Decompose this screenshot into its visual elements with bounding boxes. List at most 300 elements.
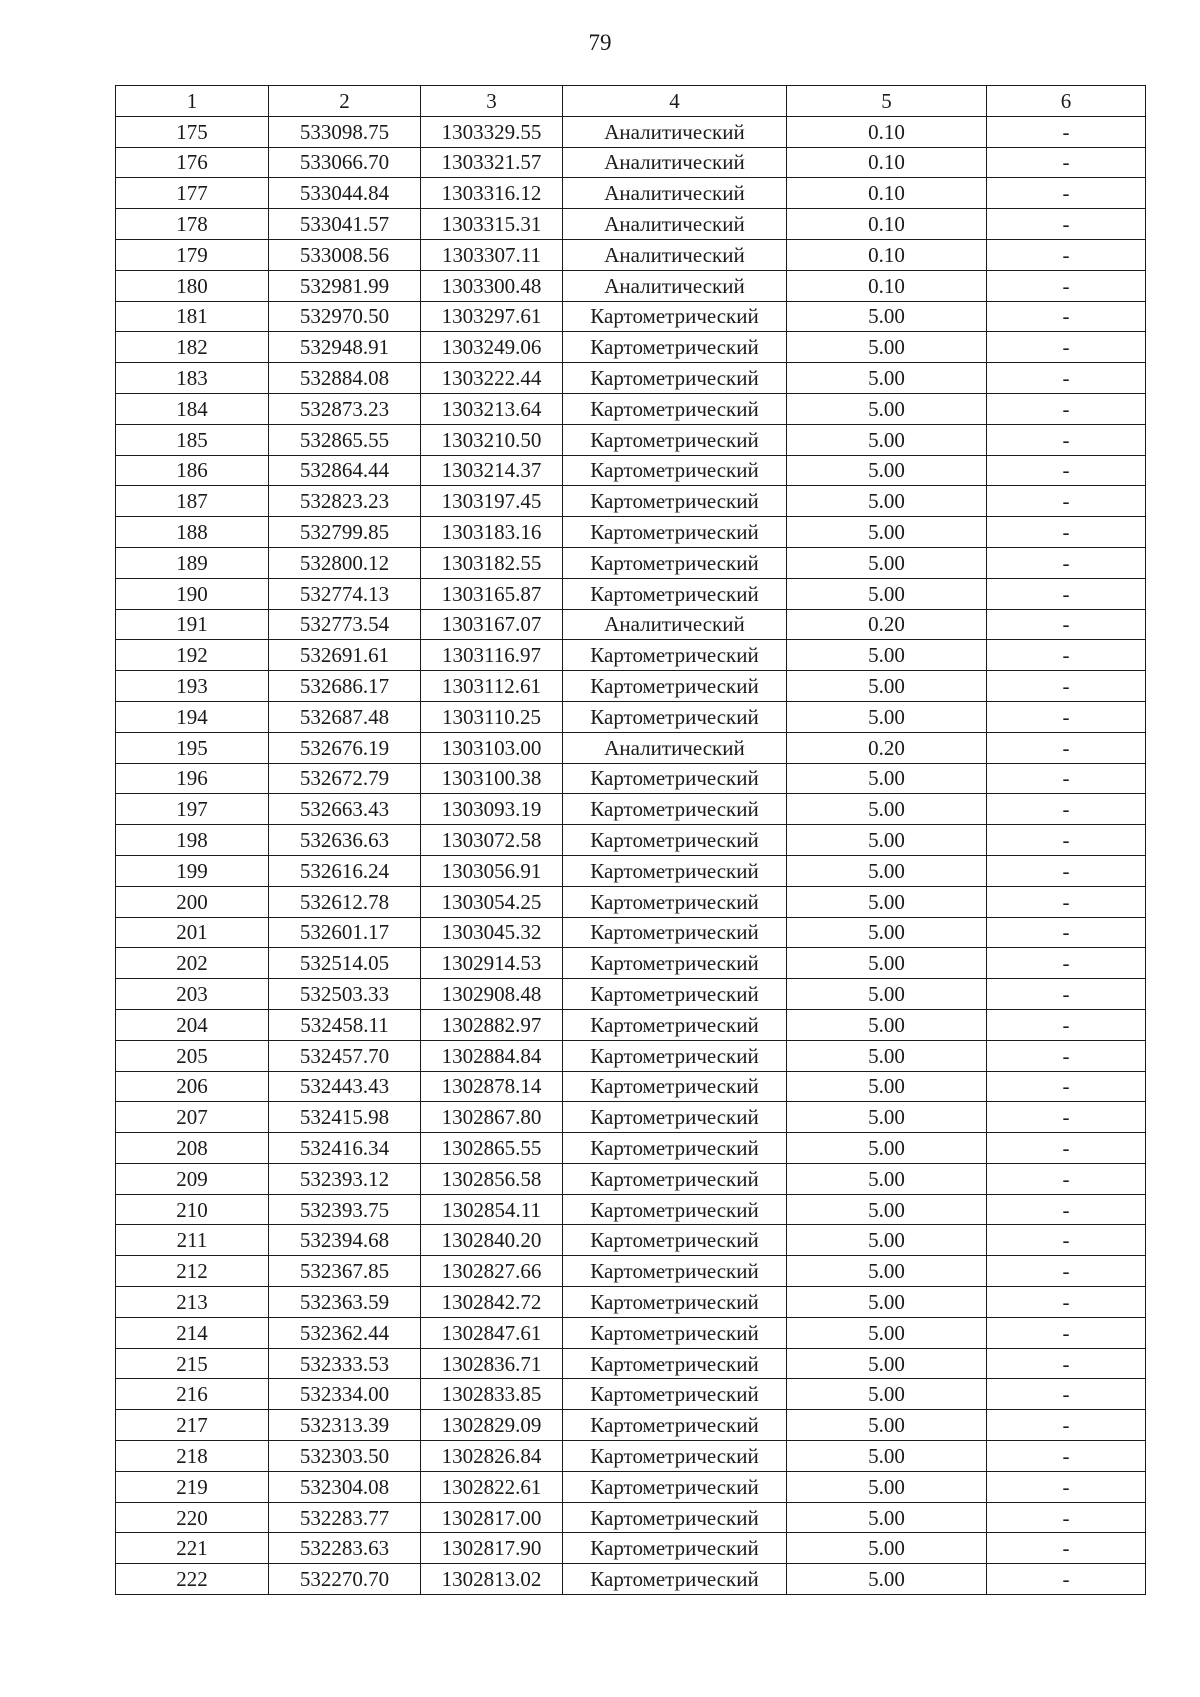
- point-number-cell: 194: [116, 701, 269, 732]
- accuracy-cell: 5.00: [787, 1040, 987, 1071]
- table-row: [116, 732, 1146, 763]
- method-cell: Картометрический: [563, 640, 787, 671]
- table-row: [116, 1348, 1146, 1379]
- note-cell: -: [987, 671, 1146, 702]
- note-cell: -: [987, 332, 1146, 363]
- note-cell: -: [987, 1533, 1146, 1564]
- x-coordinate-cell: 532334.00: [269, 1379, 421, 1410]
- method-cell: Аналитический: [563, 239, 787, 270]
- x-coordinate-cell: 532800.12: [269, 547, 421, 578]
- note-cell: -: [987, 917, 1146, 948]
- point-number-cell: 188: [116, 517, 269, 548]
- x-coordinate-cell: 532313.39: [269, 1410, 421, 1441]
- x-coordinate-cell: 532687.48: [269, 701, 421, 732]
- method-cell: Картометрический: [563, 1564, 787, 1595]
- x-coordinate-cell: 532663.43: [269, 794, 421, 825]
- point-number-cell: 181: [116, 301, 269, 332]
- method-cell: Картометрический: [563, 547, 787, 578]
- note-cell: -: [987, 424, 1146, 455]
- x-coordinate-cell: 532636.63: [269, 825, 421, 856]
- x-coordinate-cell: 532774.13: [269, 578, 421, 609]
- point-number-cell: 179: [116, 239, 269, 270]
- accuracy-cell: 5.00: [787, 886, 987, 917]
- method-cell: Аналитический: [563, 609, 787, 640]
- point-number-cell: 183: [116, 363, 269, 394]
- method-cell: Картометрический: [563, 1225, 787, 1256]
- table-row: [116, 948, 1146, 979]
- note-cell: -: [987, 825, 1146, 856]
- x-coordinate-cell: 533044.84: [269, 178, 421, 209]
- method-cell: Картометрический: [563, 855, 787, 886]
- method-cell: Картометрический: [563, 393, 787, 424]
- point-number-cell: 198: [116, 825, 269, 856]
- note-cell: -: [987, 1317, 1146, 1348]
- column-header-1: 1: [116, 86, 269, 117]
- table-row: [116, 455, 1146, 486]
- column-header-5: 5: [787, 86, 987, 117]
- table-row: [116, 1317, 1146, 1348]
- point-number-cell: 206: [116, 1071, 269, 1102]
- accuracy-cell: 5.00: [787, 671, 987, 702]
- y-coordinate-cell: 1302878.14: [421, 1071, 563, 1102]
- table-row: [116, 178, 1146, 209]
- note-cell: -: [987, 578, 1146, 609]
- x-coordinate-cell: 532873.23: [269, 393, 421, 424]
- point-number-cell: 205: [116, 1040, 269, 1071]
- table-row: [116, 116, 1146, 147]
- note-cell: -: [987, 1287, 1146, 1318]
- x-coordinate-cell: 532799.85: [269, 517, 421, 548]
- x-coordinate-cell: 532393.75: [269, 1194, 421, 1225]
- point-number-cell: 222: [116, 1564, 269, 1595]
- note-cell: -: [987, 640, 1146, 671]
- y-coordinate-cell: 1303054.25: [421, 886, 563, 917]
- y-coordinate-cell: 1303100.38: [421, 763, 563, 794]
- method-cell: Картометрический: [563, 1379, 787, 1410]
- y-coordinate-cell: 1303165.87: [421, 578, 563, 609]
- accuracy-cell: 5.00: [787, 363, 987, 394]
- point-number-cell: 178: [116, 209, 269, 240]
- note-cell: -: [987, 301, 1146, 332]
- table-row: [116, 1533, 1146, 1564]
- table-row: [116, 701, 1146, 732]
- table-row: [116, 886, 1146, 917]
- accuracy-cell: 5.00: [787, 1533, 987, 1564]
- point-number-cell: 200: [116, 886, 269, 917]
- x-coordinate-cell: 532948.91: [269, 332, 421, 363]
- y-coordinate-cell: 1302882.97: [421, 1009, 563, 1040]
- y-coordinate-cell: 1303110.25: [421, 701, 563, 732]
- method-cell: Картометрический: [563, 578, 787, 609]
- accuracy-cell: 5.00: [787, 640, 987, 671]
- note-cell: -: [987, 886, 1146, 917]
- method-cell: Картометрический: [563, 1471, 787, 1502]
- note-cell: -: [987, 1040, 1146, 1071]
- x-coordinate-cell: 532601.17: [269, 917, 421, 948]
- x-coordinate-cell: 532970.50: [269, 301, 421, 332]
- note-cell: -: [987, 486, 1146, 517]
- x-coordinate-cell: 532393.12: [269, 1163, 421, 1194]
- note-cell: -: [987, 948, 1146, 979]
- table-row: [116, 1379, 1146, 1410]
- x-coordinate-cell: 532686.17: [269, 671, 421, 702]
- point-number-cell: 186: [116, 455, 269, 486]
- note-cell: -: [987, 794, 1146, 825]
- point-number-cell: 219: [116, 1471, 269, 1502]
- method-cell: Картометрический: [563, 763, 787, 794]
- method-cell: Картометрический: [563, 486, 787, 517]
- x-coordinate-cell: 532303.50: [269, 1441, 421, 1472]
- y-coordinate-cell: 1302884.84: [421, 1040, 563, 1071]
- accuracy-cell: 0.10: [787, 147, 987, 178]
- column-header-2: 2: [269, 86, 421, 117]
- accuracy-cell: 5.00: [787, 855, 987, 886]
- point-number-cell: 208: [116, 1133, 269, 1164]
- method-cell: Картометрический: [563, 917, 787, 948]
- x-coordinate-cell: 533008.56: [269, 239, 421, 270]
- method-cell: Картометрический: [563, 1502, 787, 1533]
- x-coordinate-cell: 532773.54: [269, 609, 421, 640]
- y-coordinate-cell: 1302847.61: [421, 1317, 563, 1348]
- note-cell: -: [987, 1471, 1146, 1502]
- x-coordinate-cell: 532283.77: [269, 1502, 421, 1533]
- accuracy-cell: 0.20: [787, 609, 987, 640]
- point-number-cell: 182: [116, 332, 269, 363]
- point-number-cell: 204: [116, 1009, 269, 1040]
- x-coordinate-cell: 532884.08: [269, 363, 421, 394]
- y-coordinate-cell: 1303210.50: [421, 424, 563, 455]
- point-number-cell: 210: [116, 1194, 269, 1225]
- x-coordinate-cell: 532394.68: [269, 1225, 421, 1256]
- x-coordinate-cell: 532362.44: [269, 1317, 421, 1348]
- point-number-cell: 213: [116, 1287, 269, 1318]
- note-cell: -: [987, 855, 1146, 886]
- table-row: [116, 979, 1146, 1010]
- y-coordinate-cell: 1303315.31: [421, 209, 563, 240]
- y-coordinate-cell: 1303072.58: [421, 825, 563, 856]
- table-header: [116, 86, 1146, 117]
- y-coordinate-cell: 1302836.71: [421, 1348, 563, 1379]
- accuracy-cell: 5.00: [787, 763, 987, 794]
- x-coordinate-cell: 532864.44: [269, 455, 421, 486]
- point-number-cell: 217: [116, 1410, 269, 1441]
- x-coordinate-cell: 532503.33: [269, 979, 421, 1010]
- y-coordinate-cell: 1302914.53: [421, 948, 563, 979]
- method-cell: Картометрический: [563, 825, 787, 856]
- y-coordinate-cell: 1302854.11: [421, 1194, 563, 1225]
- point-number-cell: 196: [116, 763, 269, 794]
- method-cell: Картометрический: [563, 1533, 787, 1564]
- accuracy-cell: 5.00: [787, 517, 987, 548]
- note-cell: -: [987, 209, 1146, 240]
- table-row: [116, 1102, 1146, 1133]
- method-cell: Картометрический: [563, 1040, 787, 1071]
- table-row: [116, 917, 1146, 948]
- note-cell: -: [987, 609, 1146, 640]
- table-row: [116, 1009, 1146, 1040]
- y-coordinate-cell: 1303307.11: [421, 239, 563, 270]
- note-cell: -: [987, 979, 1146, 1010]
- y-coordinate-cell: 1302842.72: [421, 1287, 563, 1318]
- accuracy-cell: 5.00: [787, 1287, 987, 1318]
- y-coordinate-cell: 1302833.85: [421, 1379, 563, 1410]
- point-number-cell: 176: [116, 147, 269, 178]
- accuracy-cell: 5.00: [787, 1564, 987, 1595]
- note-cell: -: [987, 1133, 1146, 1164]
- note-cell: -: [987, 116, 1146, 147]
- accuracy-cell: 5.00: [787, 979, 987, 1010]
- y-coordinate-cell: 1303093.19: [421, 794, 563, 825]
- table-row: [116, 517, 1146, 548]
- note-cell: -: [987, 732, 1146, 763]
- x-coordinate-cell: 532333.53: [269, 1348, 421, 1379]
- x-coordinate-cell: 532616.24: [269, 855, 421, 886]
- x-coordinate-cell: 532416.34: [269, 1133, 421, 1164]
- point-number-cell: 221: [116, 1533, 269, 1564]
- y-coordinate-cell: 1302827.66: [421, 1256, 563, 1287]
- table-row: [116, 1410, 1146, 1441]
- note-cell: -: [987, 455, 1146, 486]
- y-coordinate-cell: 1302826.84: [421, 1441, 563, 1472]
- method-cell: Картометрический: [563, 455, 787, 486]
- y-coordinate-cell: 1303197.45: [421, 486, 563, 517]
- note-cell: -: [987, 1194, 1146, 1225]
- table-row: [116, 825, 1146, 856]
- y-coordinate-cell: 1303103.00: [421, 732, 563, 763]
- accuracy-cell: 5.00: [787, 1502, 987, 1533]
- table-row: [116, 1287, 1146, 1318]
- method-cell: Картометрический: [563, 794, 787, 825]
- table-row: [116, 239, 1146, 270]
- accuracy-cell: 5.00: [787, 486, 987, 517]
- accuracy-cell: 5.00: [787, 1471, 987, 1502]
- note-cell: -: [987, 1009, 1146, 1040]
- accuracy-cell: 5.00: [787, 1163, 987, 1194]
- method-cell: Картометрический: [563, 1287, 787, 1318]
- y-coordinate-cell: 1303222.44: [421, 363, 563, 394]
- x-coordinate-cell: 532981.99: [269, 270, 421, 301]
- method-cell: Картометрический: [563, 301, 787, 332]
- method-cell: Картометрический: [563, 1133, 787, 1164]
- point-number-cell: 209: [116, 1163, 269, 1194]
- method-cell: Картометрический: [563, 1441, 787, 1472]
- method-cell: Картометрический: [563, 1256, 787, 1287]
- column-header-4: 4: [563, 86, 787, 117]
- table-row: [116, 578, 1146, 609]
- note-cell: -: [987, 178, 1146, 209]
- column-header-3: 3: [421, 86, 563, 117]
- method-cell: Картометрический: [563, 424, 787, 455]
- table-row: [116, 363, 1146, 394]
- accuracy-cell: 5.00: [787, 301, 987, 332]
- method-cell: Картометрический: [563, 363, 787, 394]
- table-row: [116, 147, 1146, 178]
- table-row: [116, 763, 1146, 794]
- table-row: [116, 609, 1146, 640]
- accuracy-cell: 5.00: [787, 917, 987, 948]
- accuracy-cell: 5.00: [787, 393, 987, 424]
- x-coordinate-cell: 532691.61: [269, 640, 421, 671]
- y-coordinate-cell: 1303329.55: [421, 116, 563, 147]
- method-cell: Картометрический: [563, 332, 787, 363]
- x-coordinate-cell: 532823.23: [269, 486, 421, 517]
- point-number-cell: 214: [116, 1317, 269, 1348]
- table-row: [116, 301, 1146, 332]
- accuracy-cell: 5.00: [787, 424, 987, 455]
- note-cell: -: [987, 1410, 1146, 1441]
- x-coordinate-cell: 532458.11: [269, 1009, 421, 1040]
- point-number-cell: 177: [116, 178, 269, 209]
- x-coordinate-cell: 532270.70: [269, 1564, 421, 1595]
- y-coordinate-cell: 1303056.91: [421, 855, 563, 886]
- method-cell: Картометрический: [563, 1348, 787, 1379]
- table-row: [116, 332, 1146, 363]
- x-coordinate-cell: 532457.70: [269, 1040, 421, 1071]
- point-number-cell: 220: [116, 1502, 269, 1533]
- accuracy-cell: 5.00: [787, 825, 987, 856]
- point-number-cell: 211: [116, 1225, 269, 1256]
- accuracy-cell: 5.00: [787, 1102, 987, 1133]
- accuracy-cell: 5.00: [787, 332, 987, 363]
- accuracy-cell: 5.00: [787, 1071, 987, 1102]
- point-number-cell: 199: [116, 855, 269, 886]
- table-row: [116, 1502, 1146, 1533]
- x-coordinate-cell: 532415.98: [269, 1102, 421, 1133]
- x-coordinate-cell: 532612.78: [269, 886, 421, 917]
- accuracy-cell: 5.00: [787, 701, 987, 732]
- note-cell: -: [987, 517, 1146, 548]
- accuracy-cell: 5.00: [787, 1379, 987, 1410]
- method-cell: Картометрический: [563, 517, 787, 548]
- header-row: [116, 86, 1146, 117]
- method-cell: Аналитический: [563, 147, 787, 178]
- point-number-cell: 195: [116, 732, 269, 763]
- point-number-cell: 197: [116, 794, 269, 825]
- point-number-cell: 218: [116, 1441, 269, 1472]
- note-cell: -: [987, 1225, 1146, 1256]
- y-coordinate-cell: 1303249.06: [421, 332, 563, 363]
- x-coordinate-cell: 532865.55: [269, 424, 421, 455]
- y-coordinate-cell: 1303183.16: [421, 517, 563, 548]
- y-coordinate-cell: 1303182.55: [421, 547, 563, 578]
- point-number-cell: 191: [116, 609, 269, 640]
- coordinates-table: [115, 85, 1146, 1595]
- y-coordinate-cell: 1302829.09: [421, 1410, 563, 1441]
- point-number-cell: 184: [116, 393, 269, 424]
- point-number-cell: 189: [116, 547, 269, 578]
- x-coordinate-cell: 532676.19: [269, 732, 421, 763]
- y-coordinate-cell: 1302813.02: [421, 1564, 563, 1595]
- note-cell: -: [987, 147, 1146, 178]
- y-coordinate-cell: 1303297.61: [421, 301, 563, 332]
- accuracy-cell: 5.00: [787, 1256, 987, 1287]
- point-number-cell: 207: [116, 1102, 269, 1133]
- method-cell: Картометрический: [563, 671, 787, 702]
- x-coordinate-cell: 533066.70: [269, 147, 421, 178]
- method-cell: Аналитический: [563, 116, 787, 147]
- point-number-cell: 212: [116, 1256, 269, 1287]
- table-row: [116, 270, 1146, 301]
- method-cell: Картометрический: [563, 1071, 787, 1102]
- point-number-cell: 215: [116, 1348, 269, 1379]
- y-coordinate-cell: 1302865.55: [421, 1133, 563, 1164]
- method-cell: Картометрический: [563, 1163, 787, 1194]
- table-row: [116, 547, 1146, 578]
- accuracy-cell: 0.10: [787, 116, 987, 147]
- accuracy-cell: 5.00: [787, 1194, 987, 1225]
- table-row: [116, 1071, 1146, 1102]
- y-coordinate-cell: 1303045.32: [421, 917, 563, 948]
- table-row: [116, 640, 1146, 671]
- method-cell: Картометрический: [563, 1009, 787, 1040]
- note-cell: -: [987, 270, 1146, 301]
- table-row: [116, 1163, 1146, 1194]
- accuracy-cell: 5.00: [787, 1225, 987, 1256]
- accuracy-cell: 0.10: [787, 178, 987, 209]
- x-coordinate-cell: 532443.43: [269, 1071, 421, 1102]
- accuracy-cell: 0.10: [787, 239, 987, 270]
- accuracy-cell: 5.00: [787, 455, 987, 486]
- point-number-cell: 180: [116, 270, 269, 301]
- table-row: [116, 1040, 1146, 1071]
- table-row: [116, 424, 1146, 455]
- table-row: [116, 1225, 1146, 1256]
- note-cell: -: [987, 1256, 1146, 1287]
- point-number-cell: 201: [116, 917, 269, 948]
- method-cell: Картометрический: [563, 1194, 787, 1225]
- y-coordinate-cell: 1303116.97: [421, 640, 563, 671]
- method-cell: Картометрический: [563, 701, 787, 732]
- table-row: [116, 855, 1146, 886]
- table-row: [116, 1194, 1146, 1225]
- y-coordinate-cell: 1303316.12: [421, 178, 563, 209]
- method-cell: Аналитический: [563, 732, 787, 763]
- method-cell: Аналитический: [563, 178, 787, 209]
- accuracy-cell: 5.00: [787, 794, 987, 825]
- y-coordinate-cell: 1302822.61: [421, 1471, 563, 1502]
- method-cell: Картометрический: [563, 948, 787, 979]
- y-coordinate-cell: 1303112.61: [421, 671, 563, 702]
- note-cell: -: [987, 1348, 1146, 1379]
- note-cell: -: [987, 547, 1146, 578]
- method-cell: Картометрический: [563, 979, 787, 1010]
- table-row: [116, 794, 1146, 825]
- table-row: [116, 486, 1146, 517]
- y-coordinate-cell: 1303167.07: [421, 609, 563, 640]
- x-coordinate-cell: 532363.59: [269, 1287, 421, 1318]
- x-coordinate-cell: 532672.79: [269, 763, 421, 794]
- y-coordinate-cell: 1303213.64: [421, 393, 563, 424]
- note-cell: -: [987, 1441, 1146, 1472]
- table-row: [116, 1471, 1146, 1502]
- table-row: [116, 393, 1146, 424]
- note-cell: -: [987, 393, 1146, 424]
- accuracy-cell: 5.00: [787, 1348, 987, 1379]
- note-cell: -: [987, 1102, 1146, 1133]
- point-number-cell: 190: [116, 578, 269, 609]
- note-cell: -: [987, 701, 1146, 732]
- point-number-cell: 187: [116, 486, 269, 517]
- method-cell: Картометрический: [563, 1410, 787, 1441]
- note-cell: -: [987, 1564, 1146, 1595]
- table-row: [116, 671, 1146, 702]
- table-body: [116, 116, 1146, 1594]
- y-coordinate-cell: 1303321.57: [421, 147, 563, 178]
- y-coordinate-cell: 1302817.90: [421, 1533, 563, 1564]
- note-cell: -: [987, 1071, 1146, 1102]
- method-cell: Картометрический: [563, 1317, 787, 1348]
- point-number-cell: 193: [116, 671, 269, 702]
